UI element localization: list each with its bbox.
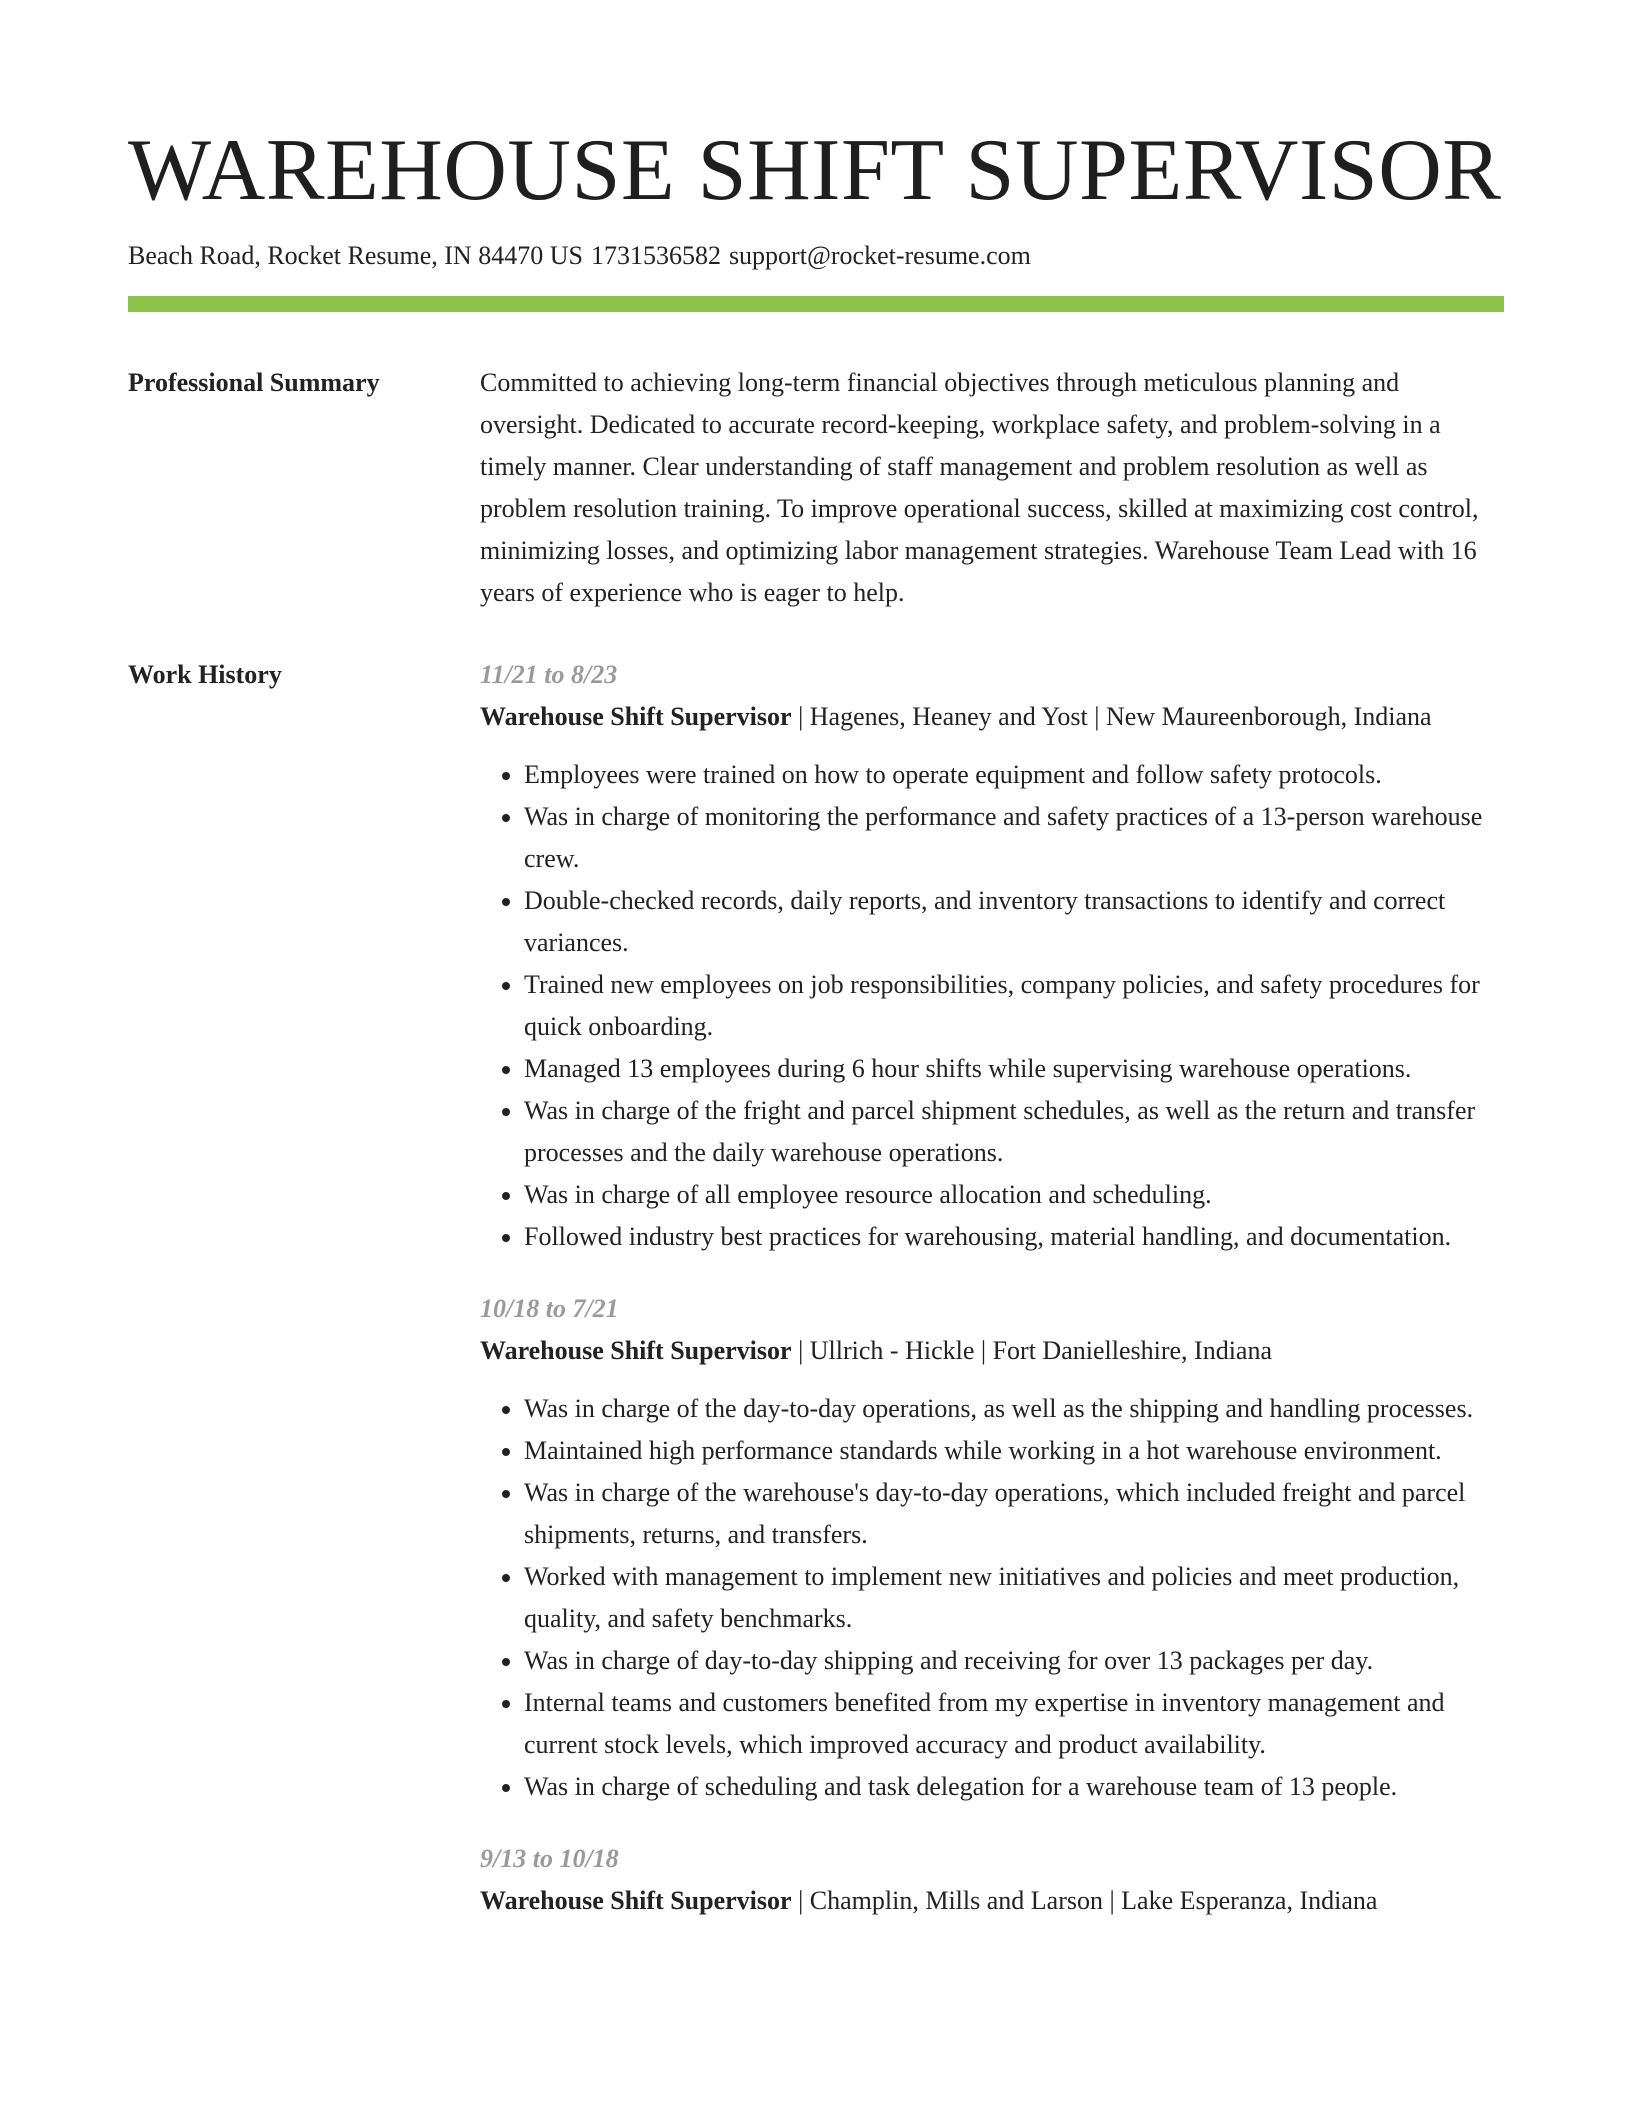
job-bullet: • Was in charge of scheduling and task delegation for a warehouse team of 13 people. [524,1766,1504,1808]
work-history-body [480,654,1504,1922]
header-divider [128,296,1504,312]
job-bullet: • Was in charge of monitoring the performance and safety practices of a 13-person warehouse crew. [524,796,1504,880]
job-bullet: • Was in charge of the day-to-day operations, as well as the shipping and handling processes. [524,1388,1504,1430]
job-bullet: • Was in charge of the fright and parcel shipment schedules, as well as the return and transfer processes and the daily warehouse operations. [524,1090,1504,1174]
summary-section [128,362,1504,614]
job-bullet: • Was in charge of day-to-day shipping and receiving for over 13 packages per day. [524,1640,1504,1682]
resume-page [128,116,1504,1922]
job-bullet: • Was in charge of all employee resource allocation and scheduling. [524,1174,1504,1216]
job-heading [480,696,1504,738]
job-entry [480,1288,1504,1808]
job-title: Warehouse Shift Supervisor [480,702,792,731]
job-title: Warehouse Shift Supervisor [480,1336,792,1365]
job-dates: 9/13 to 10/18 [480,1844,619,1873]
job-bullet: • Was in charge of the warehouse's day-to-day operations, which included freight and parcel shipments, returns, and transfers. [524,1472,1504,1556]
job-bullet: • Trained new employees on job responsibilities, company policies, and safety procedures for quick onboarding. [524,964,1504,1048]
work-history-section-title: Work History [128,660,282,689]
contact-line [128,238,1504,274]
job-bullet: • Followed industry best practices for warehousing, material handling, and documentation. [524,1216,1504,1258]
resume-name-heading: WAREHOUSE SHIFT SUPERVISOR [128,122,1502,219]
summary-text: Committed to achieving long-term financial objectives through meticulous planning and oversight. Dedicated to accurate record-keeping, workplace safety, and problem-solving in a timely manner. Clear understanding of staff management and problem resolution as well as problem resolution training. To improve operational success, skilled at maximizing cost control, minimizing losses, and optimizing labor management strategies. Warehouse Team Lead with 16 years of experience who is eager to help. [480,368,1479,607]
job-entry [480,654,1504,1258]
job-heading [480,1880,1504,1922]
contact-email: support@rocket-resume.com [728,241,1031,270]
job-bullet-list [480,1388,1504,1808]
job-dates: 11/21 to 8/23 [480,660,618,689]
summary-section-title: Professional Summary [128,368,380,397]
job-bullet: • Worked with management to implement new initiatives and policies and meet production, quality, and safety benchmarks. [524,1556,1504,1640]
job-bullet: • Maintained high performance standards while working in a hot warehouse environment. [524,1430,1504,1472]
job-entry [480,1838,1504,1922]
job-title: Warehouse Shift Supervisor [480,1886,792,1915]
job-bullet: • Internal teams and customers benefited from my expertise in inventory management and current stock levels, which improved accuracy and product availability. [524,1682,1504,1766]
contact-phone: 1731536582 [590,241,721,270]
job-employer-location: | Ullrich - Hickle | Fort Danielleshire, Indiana [791,1336,1272,1365]
job-bullet: • Managed 13 employees during 6 hour shifts while supervising warehouse operations. [524,1048,1504,1090]
job-bullet: • Employees were trained on how to operate equipment and follow safety protocols. [524,754,1504,796]
job-dates: 10/18 to 7/21 [480,1294,619,1323]
work-history-section [128,654,1504,1922]
job-employer-location: | Hagenes, Heaney and Yost | New Maureenborough, Indiana [791,702,1432,731]
job-bullet-list [480,754,1504,1258]
job-bullet: • Double-checked records, daily reports, and inventory transactions to identify and correct variances. [524,880,1504,964]
contact-address: Beach Road, Rocket Resume, IN 84470 US [128,241,583,270]
job-employer-location: | Champlin, Mills and Larson | Lake Esperanza, Indiana [791,1886,1378,1915]
job-heading [480,1330,1504,1372]
